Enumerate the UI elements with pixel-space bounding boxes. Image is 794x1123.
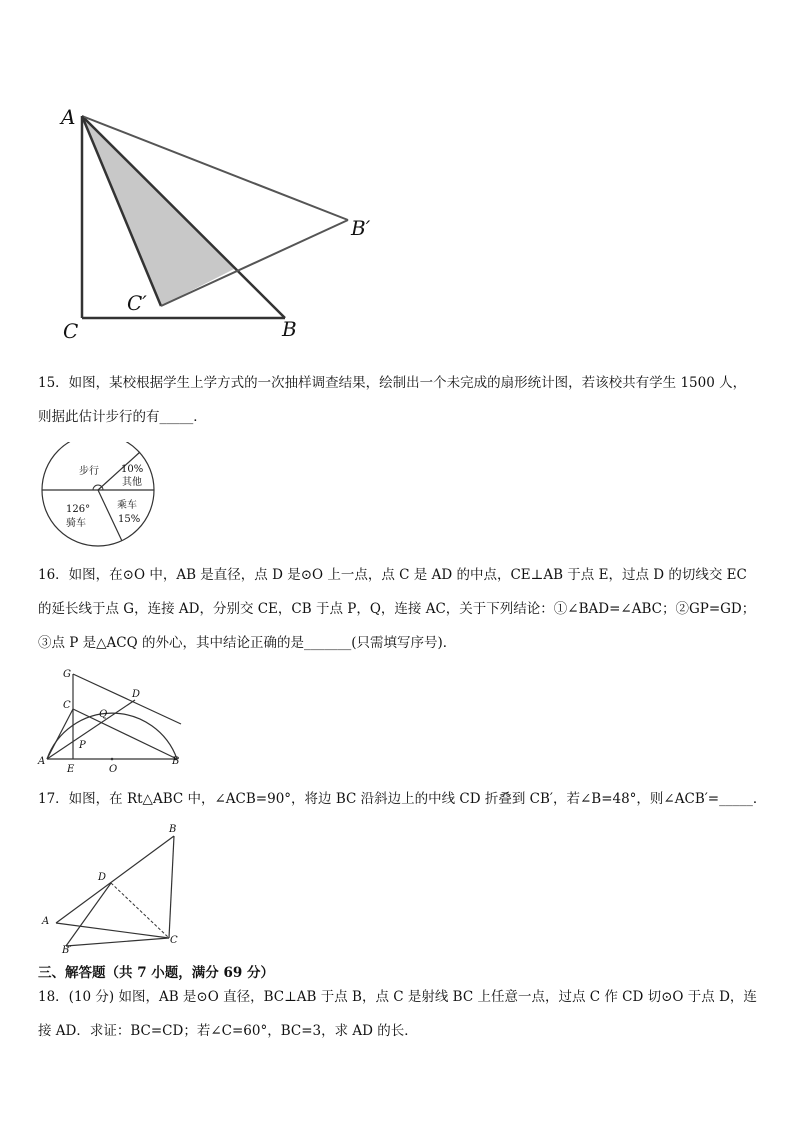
pie-label-bus-pct: 15%: [118, 514, 141, 525]
triangle-fold-figure: [55, 100, 395, 345]
side-ab: [56, 836, 174, 923]
q18-line1: 18．(10 分) 如图，AB 是⊙O 直径，BC⊥AB 于点 B，点 C 是射线 BC 上任意一点，过点 C 作 CD 切⊙O 于点 D，连: [38, 989, 757, 1005]
label-c: C: [170, 935, 178, 946]
shaded-triangle: [82, 116, 236, 306]
segment-ac: [47, 709, 73, 759]
question-18: [38, 980, 764, 1048]
label-b-prime: B′: [351, 216, 371, 240]
label-b: B: [282, 317, 297, 341]
q16-line2: 的延长线于点 G，连接 AD，分别交 CE，CB 于点 P，Q，连接 AC，关于下列结论：①∠BAD=∠ABC；②GP=GD；: [38, 601, 756, 617]
label-a: A: [61, 105, 76, 129]
label-o: O: [109, 764, 118, 775]
side-bc: [169, 836, 174, 938]
center-o-dot: [111, 758, 114, 761]
question-15: [38, 366, 764, 434]
section-3-heading: 三、解答题（共 7 小题，满分 69 分）: [38, 965, 274, 981]
q17-line1: 17．如图，在 Rt△ABC 中，∠ACB=90°，将边 BC 沿斜边上的中线 CD 折叠到 CB′，若∠B=48°，则∠ACB′=_____．: [38, 791, 767, 807]
pie-label-other-pct: 10%: [121, 464, 144, 475]
pie-label-walk: 步行: [79, 466, 99, 477]
label-p: P: [79, 740, 86, 751]
label-b: B: [172, 756, 180, 767]
pie-label-bike: 骑车: [66, 518, 86, 529]
label-e: E: [67, 764, 75, 775]
label-c: C: [63, 700, 71, 711]
label-q: Q: [99, 709, 108, 720]
label-c-prime: C′: [127, 291, 147, 315]
label-c: C: [63, 319, 79, 343]
label-a: A: [42, 916, 50, 927]
label-b-prime: B′: [62, 945, 72, 956]
median-cd: [111, 883, 169, 938]
segment-cb-prime: [66, 938, 169, 946]
label-a: A: [38, 756, 46, 767]
label-b: B: [169, 824, 177, 835]
pie-label-other: 其他: [122, 477, 142, 488]
pie-outline: [42, 442, 154, 546]
q15-line2: 则据此估计步行的有_____．: [38, 409, 207, 425]
pie-label-bus: 乘车: [117, 500, 137, 511]
q15-line1: 15．如图，某校根据学生上学方式的一次抽样调查结果，绘制出一个未完成的扇形统计图，若该校共有学生 1500 人，: [38, 375, 747, 391]
circle-tangent-figure: [36, 664, 191, 776]
segment-db-prime: [66, 883, 111, 946]
question-16: [38, 558, 764, 660]
semicircle-arc: [47, 713, 177, 759]
q16-line1: 16．如图，在⊙O 中，AB 是直径，点 D 是⊙O 上一点，点 C 是 AD 的中点，CE⊥AB 于点 E，过点 D 的切线交 EC: [38, 567, 747, 583]
question-17: [38, 782, 767, 816]
q18-line2: 接 AD．求证：BC=CD；若∠C=60°，BC=3，求 AD 的长．: [38, 1023, 418, 1039]
pie-label-bike-angle: 126°: [66, 504, 91, 515]
segment-ad: [47, 700, 135, 759]
fold-median-figure: [36, 816, 191, 956]
q16-line3: ③点 P 是△ACQ 的外心，其中结论正确的是_______(只需填写序号)．: [38, 635, 457, 651]
label-g: G: [63, 669, 71, 680]
label-d: D: [98, 872, 107, 883]
pie-chart-figure: [38, 442, 163, 554]
label-d: D: [132, 689, 141, 700]
